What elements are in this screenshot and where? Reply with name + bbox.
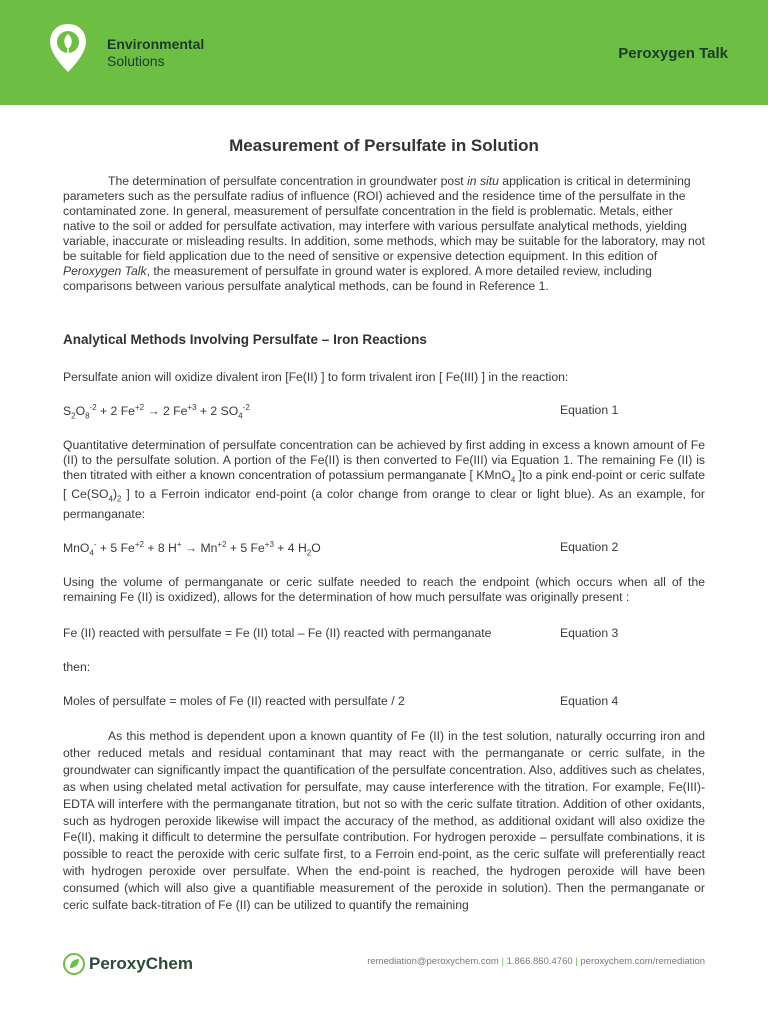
equation-4-row [63, 694, 705, 710]
intro-paragraph [63, 174, 705, 294]
page-title: Measurement of Persulfate in Solution [229, 136, 539, 155]
equation-3-label: Equation 3 [560, 626, 619, 640]
equation-2-formula: MnO$_4$- + 5 $Fe^{+2} + 8$ $H^+ \to Mn^{+2} + 5$ $Fe^{+3} + 4$ $H_2O$ [63, 540, 321, 558]
footer-separator: | [572, 956, 581, 967]
method-paragraph: As this method is dependent upon a known quantity of Fe (II) in the test solution, naturally occurring iron and other reduced metals and residual contaminant that may react with the permanganate or cerric sulfate, in the groundwater can significantly impact the quantification of the persulfate concentration. Also, additives such as chelates, as when using chelated metal activation for persulfate, may cause interference with the titration. For example, Fe(III)-EDTA will interfere with the permanganate titration, but not so with the ceric sulfate titration. Addition of other oxidants, such as hydrogen peroxide likewise will impact the accuracy of the method, as additional oxidant will also oxidize the Fe(II), making it difficult to determine the persulfate contribution. For hydrogen peroxide – persulfate combinations, it is possible to react the peroxide with ceric sulfate first, to a Ferroin end-point, as the ceric sulfate will preferentially react with hydrogen peroxide over persulfate. When the end-point is reached, the hydrogen peroxide will have been consumed (which will also give a quantifiable measurement of the peroxide in solution). Then the permanganate or ceric sulfate back-titration of Fe (II) can be utilized to quantify the remaining [63, 729, 705, 913]
equation-4-label: Equation 4 [560, 694, 619, 708]
equation-1-row [63, 403, 705, 419]
then-text: then: [63, 660, 91, 674]
intro-italic-1: in situ [467, 174, 499, 188]
footer-contact [367, 956, 705, 967]
equation-1-label: Equation 1 [560, 403, 619, 417]
section-heading: Analytical Methods Involving Persulfate – Iron Reactions [63, 332, 427, 347]
volume-paragraph: Using the volume of permanganate or ceric sulfate needed to reach the endpoint (which occurs when all of the remaining Fe (II) is oxidized), allows for the determination of how much persulfate was originally present : [63, 575, 705, 604]
peroxychem-brand: PeroxyChem [89, 954, 193, 973]
footer-website-link[interactable]: peroxychem.com/remediation [580, 956, 705, 967]
quantitative-paragraph: Quantitative determination of persulfate concentration can be achieved by first adding in excess a known amount of Fe (II) to the persulfate solution. A portion of the Fe(II) is then converted to Fe(III) via Equation 1. The remaining Fe (II) is then titrated with either a known concentration of potassium permanganate [ KMnO$_4$ ]to a pink end-point or ceric sulfate [ $Ce(SO_4)_2$ ] to a Ferroin indicator end-point (a color change from orange to clear or light blue). As an example, for permanganate: [63, 438, 706, 521]
intro-italic-2: Peroxygen Talk [63, 264, 147, 278]
leaf-pin-logo-icon [49, 23, 87, 73]
oxidize-paragraph: Persulfate anion will oxidize divalent iron [Fe(II) ] to form trivalent iron [ Fe(III) ] in the reaction: [63, 370, 569, 384]
intro-text-3: , the measurement of persulfate in ground water is explored. A more detailed review, including comparisons between various persulfate analytical methods, can be found in Reference 1. [63, 264, 652, 293]
newsletter-title: Peroxygen Talk [618, 45, 728, 62]
peroxychem-leaf-icon [63, 953, 85, 975]
logo-line-1: Environmental [107, 36, 205, 52]
equation-2-row [63, 540, 705, 556]
intro-text-2: application is critical in determining parameters such as the persulfate radius of influence (ROI) achieved and the residence time of the persulfate in the contaminated zone. In general, measurement of persulfate concentration in the field is problematic. Metals, either native to the soil or added for persulfate activation, may interfere with various persulfate analytical methods, yielding variable, inaccurate or misleading results. In addition, some methods, which may be suitable for the laboratory, may not be suitable for field application due to the need of sensitive or expensive detection equipment. In this edition of [63, 174, 705, 263]
equation-4-formula: Moles of persulfate = moles of Fe (II) reacted with persulfate / 2 [63, 694, 405, 708]
equation-2-label: Equation 2 [560, 540, 619, 554]
header-bar [0, 0, 768, 105]
footer-phone: 1.866.860.4760 [506, 956, 573, 967]
footer-separator: | [498, 956, 507, 967]
intro-text-1: The determination of persulfate concentration in groundwater post [108, 174, 468, 188]
company-logo-text [107, 36, 204, 70]
equation-1-formula: $S_2O_8^{-2} + 2$ $Fe^{+2} \to 2$ $Fe^{+3} + 2$ $SO_4^{-2}$ [63, 403, 250, 421]
equation-3-formula: Fe (II) reacted with persulfate = Fe (II) total – Fe (II) reacted with permanganate [63, 626, 492, 640]
footer-email-link[interactable]: remediation@peroxychem.com [367, 956, 499, 967]
logo-line-2: Solutions [107, 53, 165, 69]
equation-3-row [63, 626, 705, 642]
